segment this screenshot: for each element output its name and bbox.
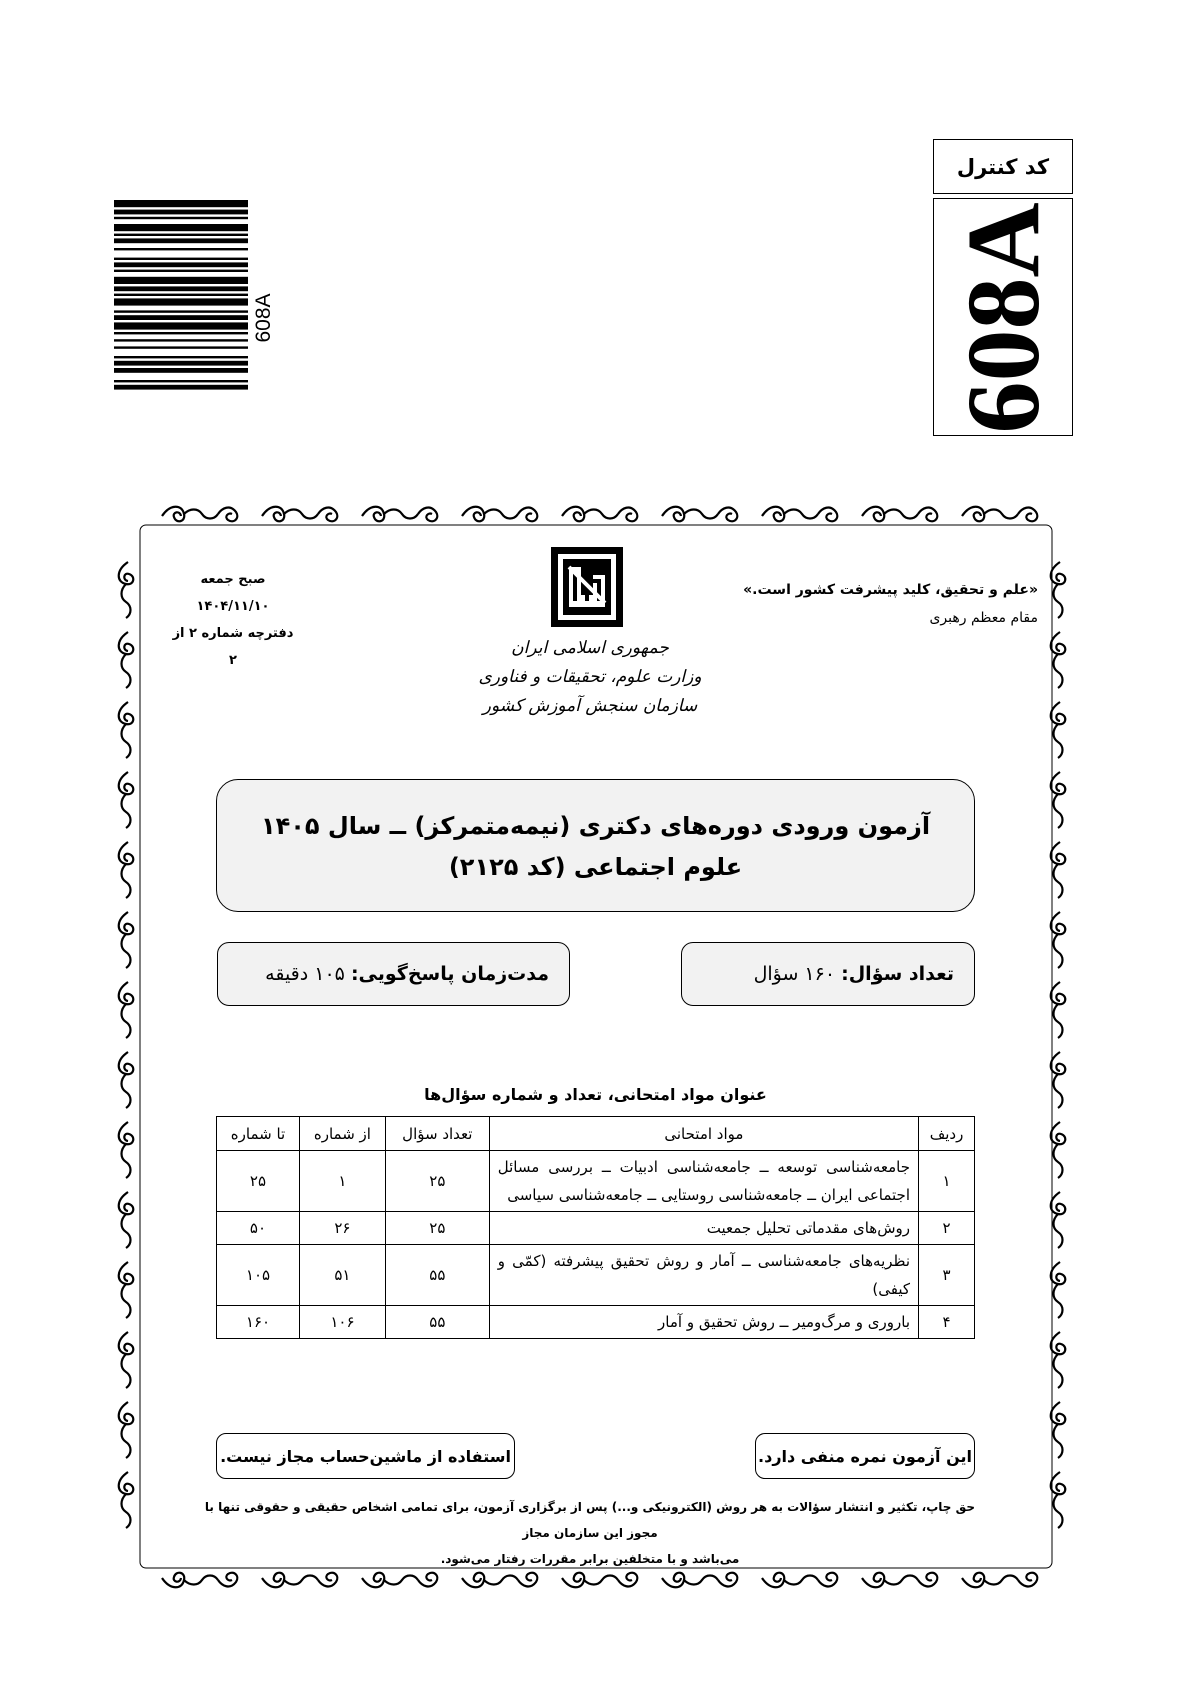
exam-title-box <box>216 779 975 912</box>
frame-left-border <box>119 562 134 1528</box>
table-row <box>217 1212 975 1245</box>
table-header-row <box>217 1117 975 1151</box>
exam-session: صبح جمعه <box>200 572 266 587</box>
copyright-line-2: می‌باشد و با متخلفین برابر مقررات رفتار می‌شود. <box>440 1552 740 1566</box>
organization-name <box>470 634 710 721</box>
org-line-ministry: وزارت علوم، تحقیقات و فناوری <box>478 667 702 687</box>
duration-value: ۱۰۵ دقیقه <box>265 963 345 985</box>
table-row <box>217 1306 975 1339</box>
row-number: ۱ <box>919 1151 975 1212</box>
barcode-text: 608A <box>252 293 275 343</box>
question-count-box <box>681 942 975 1006</box>
control-code: 608A <box>946 202 1061 434</box>
row-number: ۳ <box>919 1245 975 1306</box>
to-number: ۱۶۰ <box>217 1306 300 1339</box>
from-number: ۲۶ <box>299 1212 385 1245</box>
header-from-number: از شماره <box>299 1117 385 1151</box>
quote-author: مقام معظم رهبری <box>929 610 1038 626</box>
to-number: ۵۰ <box>217 1212 300 1245</box>
from-number: ۵۱ <box>299 1245 385 1306</box>
subject-name: جامعه‌شناسی توسعه ــ جامعه‌شناسی ادبیات ــ بررسی مسائل اجتماعی ایران ــ جامعه‌شناسی روستایی ــ جامعه‌شناسی سیاسی <box>489 1151 918 1212</box>
row-number: ۲ <box>919 1212 975 1245</box>
exam-date-block <box>168 566 298 674</box>
subject-name: نظریه‌های جامعه‌شناسی ــ آمار و روش تحقیق پیشرفته (کمّی و کیفی) <box>489 1245 918 1306</box>
question-count-label: تعداد سؤال: <box>841 963 954 985</box>
barcode <box>114 200 248 436</box>
subject-name: روش‌های مقدماتی تحلیل جمعیت <box>489 1212 918 1245</box>
to-number: ۲۵ <box>217 1151 300 1212</box>
from-number: ۱ <box>299 1151 385 1212</box>
calculator-note: استفاده از ماشین‌حساب مجاز نیست. <box>216 1433 515 1479</box>
to-number: ۱۰۵ <box>217 1245 300 1306</box>
exam-field: علوم اجتماعی (کد ۲۱۲۵) <box>448 852 743 881</box>
exam-title: آزمون ورودی دوره‌های دکتری (نیمه‌متمرکز) ــ سال ۱۴۰۵ <box>260 811 931 840</box>
org-line-organization: سازمان سنجش آموزش کشور <box>482 696 698 716</box>
duration-label: مدت‌زمان پاسخ‌گویی: <box>350 963 549 985</box>
question-count: ۲۵ <box>385 1212 489 1245</box>
subjects-table <box>216 1116 975 1339</box>
org-line-republic: جمهوری اسلامی ایران <box>511 638 669 658</box>
control-code-label: کد کنترل <box>933 139 1073 194</box>
question-count: ۵۵ <box>385 1245 489 1306</box>
table-row <box>217 1151 975 1212</box>
leader-quote <box>743 576 1038 632</box>
booklet-number: دفترچه شماره ۲ از ۲ <box>172 626 294 668</box>
subjects-table-title: عنوان مواد امتحانی، تعداد و شماره سؤال‌ها <box>424 1085 767 1104</box>
question-count: ۲۵ <box>385 1151 489 1212</box>
quote-text: «علم و تحقیق، کلید پیشرفت کشور است.» <box>743 582 1038 598</box>
header-to-number: تا شماره <box>217 1117 300 1151</box>
organization-logo <box>549 545 625 629</box>
question-count-value: ۱۶۰ سؤال <box>753 963 836 985</box>
frame-right-border <box>1051 562 1066 1528</box>
copyright-notice <box>190 1494 990 1572</box>
subject-name: باروری و مرگ‌ومیر ــ روش تحقیق و آمار <box>489 1306 918 1339</box>
control-code-box <box>933 198 1073 436</box>
header-question-count: تعداد سؤال <box>385 1117 489 1151</box>
negative-marking-note: این آزمون نمره منفی دارد. <box>755 1433 975 1479</box>
table-row <box>217 1245 975 1306</box>
exam-date: ۱۴۰۴/۱۱/۱۰ <box>196 599 270 614</box>
header-row-number: ردیف <box>919 1117 975 1151</box>
duration-box <box>217 942 570 1006</box>
copyright-line-1: حق چاپ، تکثیر و انتشار سؤالات به هر روش (الکترونیکی و...) پس از برگزاری آزمون، برای تمامی اشخاص حقیقی و حقوقی تنها با مجوز این سازمان مجاز <box>204 1500 976 1540</box>
question-count: ۵۵ <box>385 1306 489 1339</box>
row-number: ۴ <box>919 1306 975 1339</box>
header-subject: مواد امتحانی <box>489 1117 918 1151</box>
frame-bottom-border <box>162 1573 1037 1588</box>
from-number: ۱۰۶ <box>299 1306 385 1339</box>
